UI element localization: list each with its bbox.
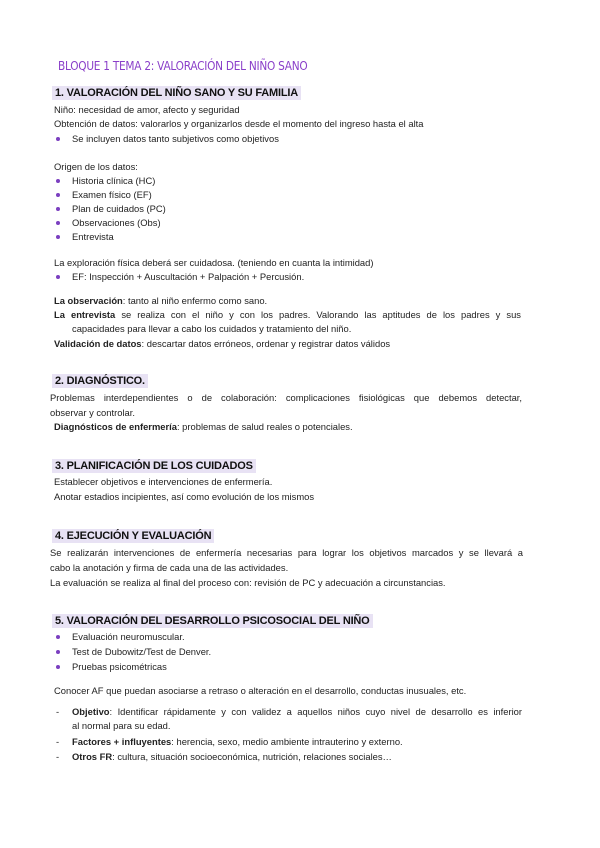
bullet-icon (56, 221, 60, 225)
bullet-icon (56, 179, 60, 183)
bullet-icon (56, 665, 60, 669)
bullet-icon (56, 137, 60, 141)
s1-origen: Origen de los datos: (54, 161, 138, 172)
s1-entrevista: La entrevista se realiza con el niño y con los padres. Valorando las aptitudes de los padres y sus (54, 309, 521, 320)
section-1-heading: 1. VALORACIÓN DEL NIÑO SANO Y SU FAMILIA (52, 86, 301, 100)
s3-line-2: Anotar estadios incipientes, así como evolución de los mismos (54, 491, 315, 502)
section-2-heading: 2. DIAGNÓSTICO. (52, 374, 148, 388)
section-5-heading: 5. VALORACIÓN DEL DESARROLLO PSICOSOCIAL DEL NIÑO (52, 614, 373, 628)
s1-bullet-1: Se incluyen datos tanto subjetivos como objetivos (72, 133, 279, 144)
s5-item-2: Test de Dubowitz/Test de Denver. (72, 646, 212, 657)
section-4-heading: 4. EJECUCIÓN Y EVALUACIÓN (52, 529, 214, 543)
s1-line-2: Obtención de datos: valorarlos y organizarlos desde el momento del ingreso hasta el alta (54, 118, 424, 129)
bullet-icon (56, 635, 60, 639)
document-title: BLOQUE 1 TEMA 2: VALORACIÓN DEL NIÑO SANO (58, 59, 308, 73)
s1-line-1: Niño: necesidad de amor, afecto y seguridad (54, 104, 240, 115)
s1-item-2: Examen físico (EF) (72, 189, 152, 200)
s4-line-1: Se realizarán intervenciones de enfermería necesarias para lograr los objetivos marcados y se llevará a (50, 547, 523, 558)
s1-validacion: Validación de datos: descartar datos erróneos, ordenar y registrar datos válidos (54, 338, 391, 349)
dash-marker: - (56, 736, 60, 747)
section-3-heading: 3. PLANIFICACIÓN DE LOS CUIDADOS (52, 459, 256, 473)
s2-diagnosticos: Diagnósticos de enfermería: problemas de salud reales o potenciales. (54, 421, 353, 432)
bullet-icon (56, 235, 60, 239)
s4-line-2: cabo la anotación y firma de cada una de las actividades. (50, 562, 289, 573)
bullet-icon (56, 207, 60, 211)
s4-line-3: La evaluación se realiza al final del proceso con: revisión de PC y adecuación a circunstancias. (50, 577, 446, 588)
s5-objetivo: Objetivo: Identificar rápidamente y con validez a aquellos niños cuyo nivel de desarrollo es inferior (72, 706, 522, 717)
bullet-icon (56, 275, 60, 279)
bullet-icon (56, 193, 60, 197)
s1-exploracion: La exploración física deberá ser cuidadosa. (teniendo en cuanta la intimidad) (54, 257, 374, 268)
s5-otros: Otros FR: cultura, situación socioeconómica, nutrición, relaciones sociales… (72, 751, 392, 762)
s5-item-1: Evaluación neuromuscular. (72, 631, 185, 642)
s3-line-1: Establecer objetivos e intervenciones de enfermería. (54, 476, 273, 487)
s5-factores: Factores + influyentes: herencia, sexo, medio ambiente intrauterino y externo. (72, 736, 403, 747)
s1-item-4: Observaciones (Obs) (72, 217, 161, 228)
s5-item-3: Pruebas psicométricas (72, 661, 167, 672)
s1-item-3: Plan de cuidados (PC) (72, 203, 166, 214)
s5-objetivo-2: al normal para su edad. (72, 720, 171, 731)
s5-conocer: Conocer AF que puedan asociarse a retraso o alteración en el desarrollo, conductas inusuales, etc. (54, 685, 467, 696)
bullet-icon (56, 650, 60, 654)
dash-marker: - (56, 706, 60, 717)
s2-line-1: Problemas interdependientes o de colaboración: complicaciones fisiológicas que debemos detectar, (50, 392, 522, 403)
s1-ef: EF: Inspección + Auscultación + Palpación + Percusión. (72, 271, 305, 282)
s2-line-2: observar y controlar. (50, 407, 135, 418)
s1-item-5: Entrevista (72, 231, 114, 242)
s1-entrevista-2: capacidades para llevar a cabo los cuidados y tratamiento del niño. (72, 323, 352, 334)
s1-item-1: Historia clínica (HC) (72, 175, 156, 186)
s1-observacion: La observación: tanto al niño enfermo como sano. (54, 295, 268, 306)
dash-marker: - (56, 751, 60, 762)
